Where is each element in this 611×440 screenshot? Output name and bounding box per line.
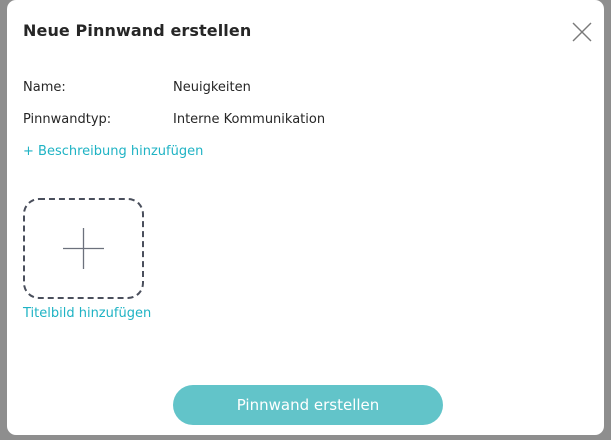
plus-icon — [63, 228, 104, 269]
dialog-title: Neue Pinnwand erstellen — [23, 21, 252, 40]
add-description-link[interactable]: + Beschreibung hinzufügen — [23, 144, 204, 159]
name-value: Neuigkeiten — [173, 80, 251, 95]
create-board-dialog — [7, 0, 604, 435]
name-label: Name: — [23, 80, 66, 95]
cover-image-upload[interactable] — [23, 198, 144, 299]
board-type-value: Interne Kommunikation — [173, 112, 326, 127]
close-icon — [571, 21, 593, 43]
board-type-label: Pinnwandtyp: — [23, 112, 112, 127]
close-button[interactable] — [571, 21, 593, 43]
create-board-button[interactable]: Pinnwand erstellen — [173, 385, 443, 425]
add-cover-image-link[interactable]: Titelbild hinzufügen — [23, 306, 152, 321]
